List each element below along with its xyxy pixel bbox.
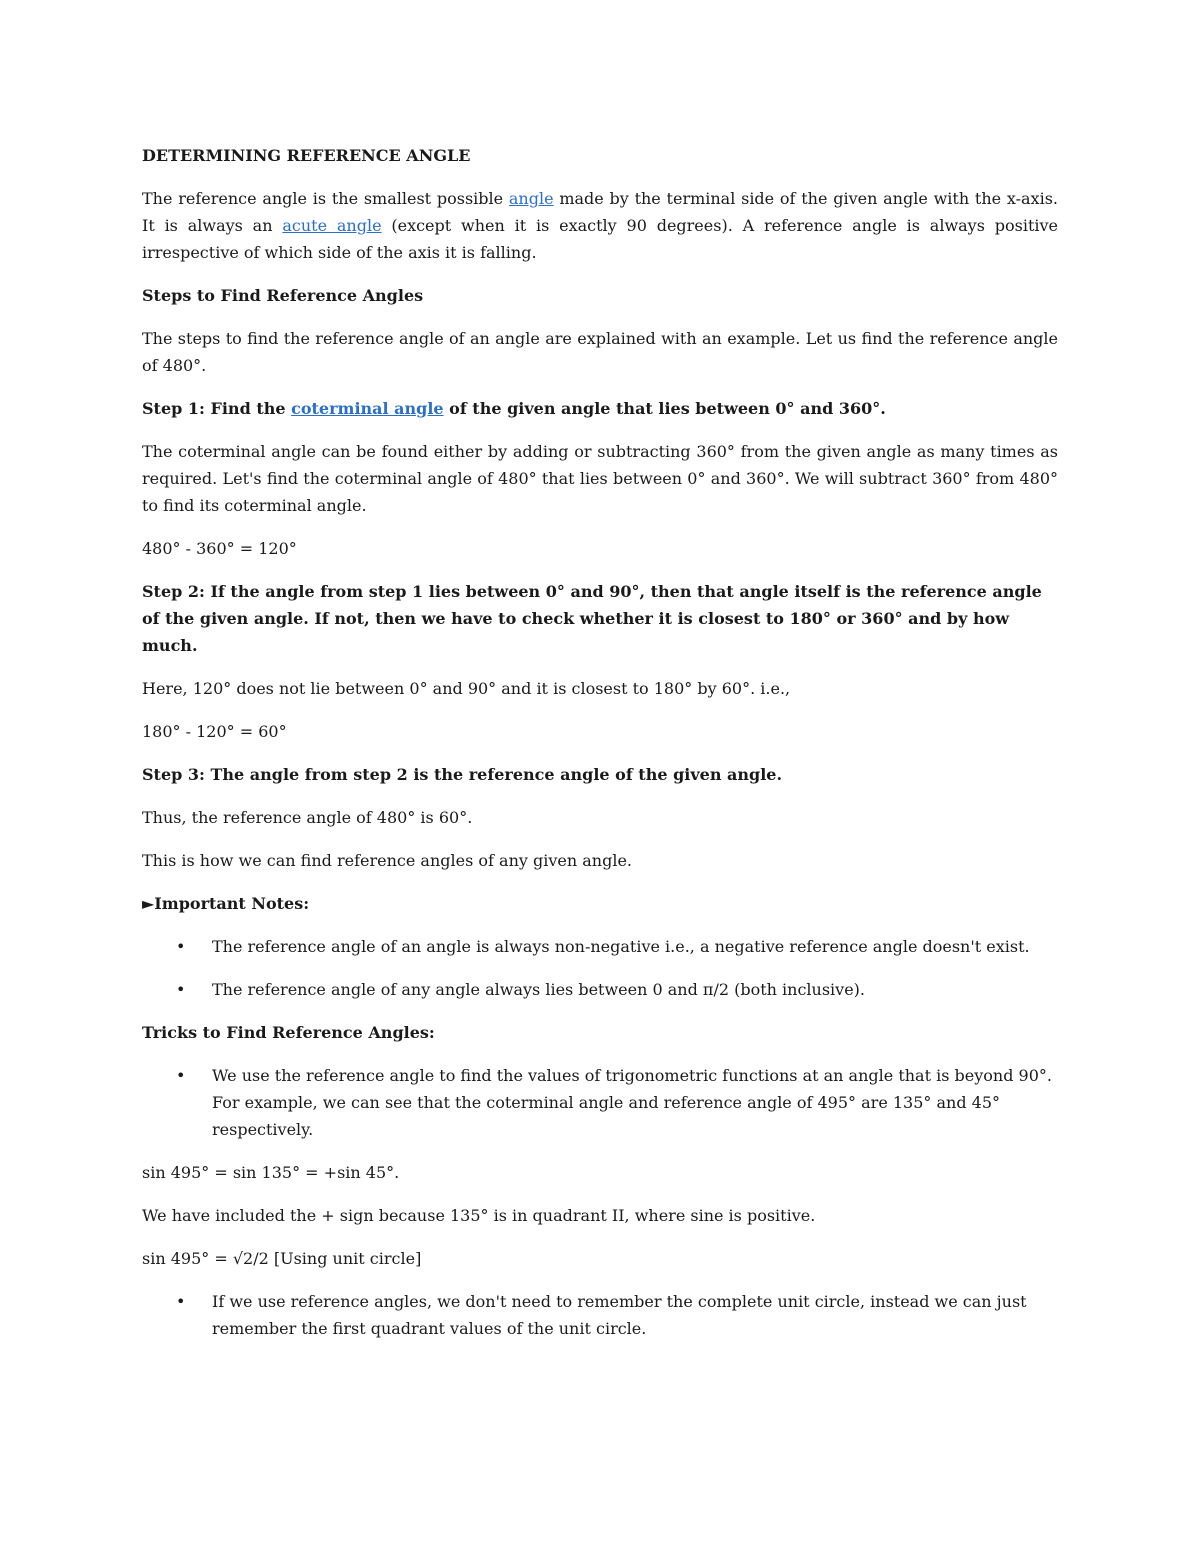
trick-text: We use the reference angle to find the values of trigonometric functions at an angle that is beyond 90°. For example, we can see that the coterminal angle and reference angle of 495° are 135° and 45° respectively. — [212, 1066, 1052, 1139]
list-item — [142, 1062, 1058, 1143]
important-notes-list — [142, 933, 1058, 1003]
bullet-icon: • — [176, 980, 186, 999]
bullet-icon: • — [176, 937, 186, 956]
step-1-text-a: Step 1: Find the — [142, 399, 292, 418]
intro-text-2: made by the terminal side of the given angle with the x-axis. It is always an — [142, 189, 1058, 235]
conclusion: Thus, the reference angle of 480° is 60°. — [142, 808, 473, 827]
coterminal-angle-link[interactable]: coterminal angle — [291, 399, 444, 418]
step-1-heading — [142, 395, 1058, 422]
tricks-list-1 — [142, 1062, 1058, 1143]
step-2-heading: Step 2: If the angle from step 1 lies between 0° and 90°, then that angle itself is the reference angle of the given angle. If not, then we have to check whether it is closest to 180° or 360° and by how much. — [142, 582, 1042, 655]
steps-heading: Steps to Find Reference Angles — [142, 286, 424, 305]
equation-4: sin 495° = √2/2 [Using unit circle] — [142, 1249, 422, 1268]
bullet-icon: • — [176, 1292, 186, 1311]
note-text: The reference angle of an angle is always non-negative i.e., a negative reference angle doesn't exist. — [212, 937, 1030, 956]
list-item — [142, 1288, 1058, 1342]
angle-link[interactable]: angle — [508, 189, 554, 208]
step-2-explanation: Here, 120° does not lie between 0° and 90° and it is closest to 180° by 60°. i.e., — [142, 679, 791, 698]
intro-text-1: The reference angle is the smallest possible — [142, 189, 509, 208]
acute-angle-link[interactable]: acute angle — [282, 216, 382, 235]
quadrant-explanation: We have included the + sign because 135° is in quadrant II, where sine is positive. — [142, 1206, 816, 1225]
tricks-list-2 — [142, 1288, 1058, 1342]
step-1-explanation: The coterminal angle can be found either by adding or subtracting 360° from the given angle as many times as required. Let's find the coterminal angle of 480° that lies between 0° and 360°. We will subtract 360° from 480° to find its coterminal angle. — [142, 442, 1058, 515]
document-page — [142, 142, 1058, 1358]
intro-text-3: (except when it is exactly 90 degrees). A reference angle is always positive irrespective of which side of the axis it is falling. — [142, 216, 1059, 262]
equation-2: 180° - 120° = 60° — [142, 722, 287, 741]
step-3-heading: Step 3: The angle from step 2 is the reference angle of the given angle. — [142, 765, 783, 784]
intro-paragraph — [142, 185, 1058, 266]
important-notes-heading: ►Important Notes: — [142, 894, 310, 913]
equation-3: sin 495° = sin 135° = +sin 45°. — [142, 1163, 400, 1182]
bullet-icon: • — [176, 1066, 186, 1085]
steps-intro: The steps to find the reference angle of an angle are explained with an example. Let us find the reference angle of 480°. — [142, 329, 1058, 375]
list-item — [142, 976, 1058, 1003]
note-text: The reference angle of any angle always lies between 0 and π/2 (both inclusive). — [212, 980, 866, 999]
list-item — [142, 933, 1058, 960]
tricks-heading: Tricks to Find Reference Angles: — [142, 1023, 435, 1042]
document-title: DETERMINING REFERENCE ANGLE — [142, 146, 471, 165]
step-1-text-b: of the given angle that lies between 0° and 360°. — [443, 399, 886, 418]
summary-line: This is how we can find reference angles of any given angle. — [142, 851, 633, 870]
trick-text: If we use reference angles, we don't need to remember the complete unit circle, instead we can just remember the first quadrant values of the unit circle. — [212, 1292, 1027, 1338]
equation-1: 480° - 360° = 120° — [142, 539, 297, 558]
